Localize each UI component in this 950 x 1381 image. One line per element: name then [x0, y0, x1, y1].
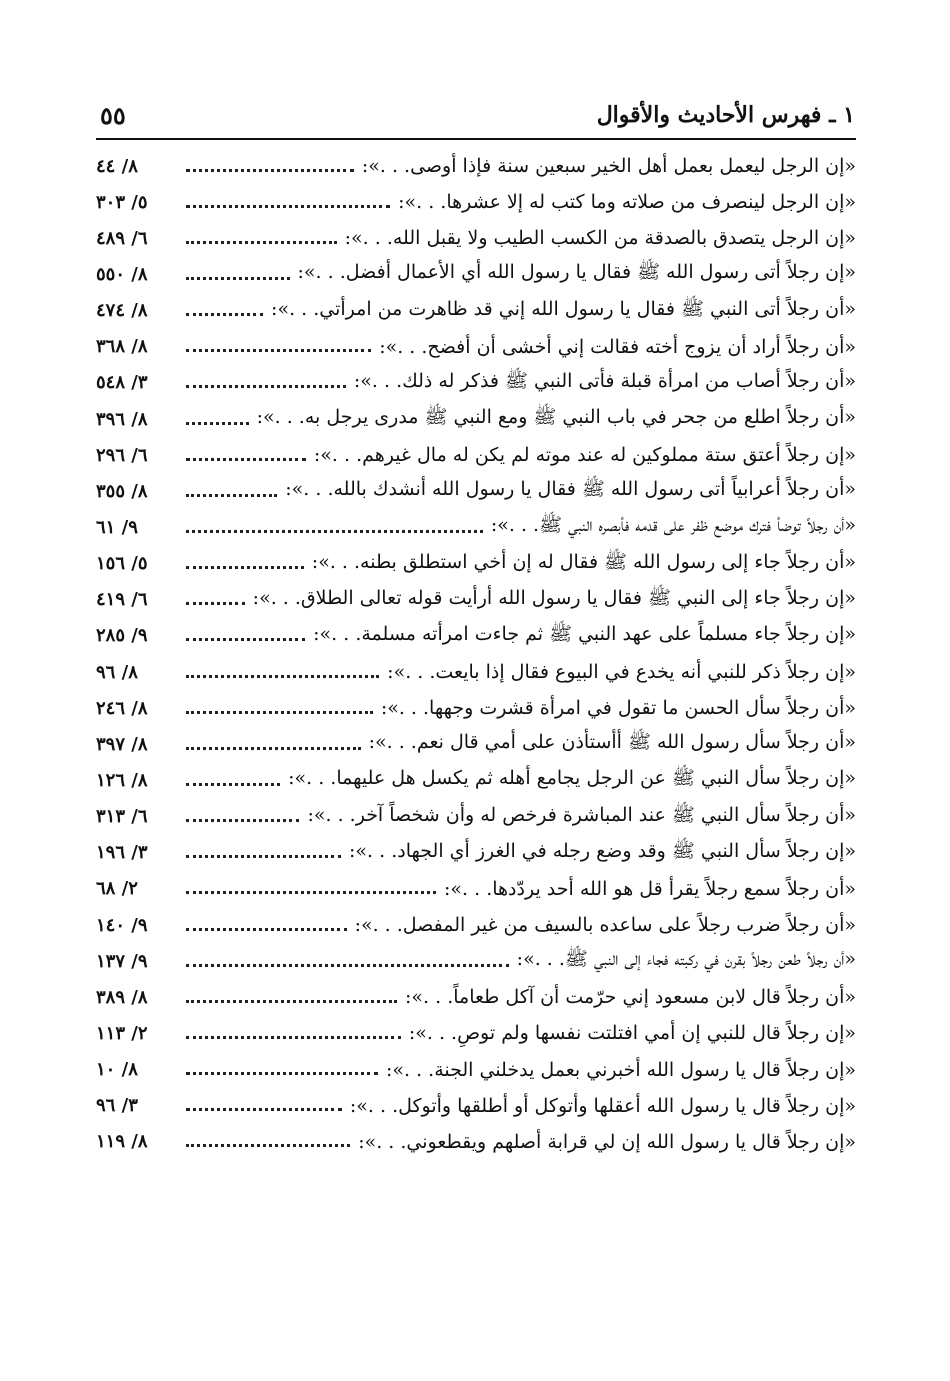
hadith-incipit: «إن رجلاً جاء إلى النبي ﷺ فقال يا رسول الله أرأيت قوله تعالى الطلاق. . .»:	[252, 586, 856, 609]
hadith-incipit: «إن الرجل ليعمل بعمل أهل الخير سبعين سنة فإذا أوصى. . .»:	[361, 155, 856, 178]
volume-page-reference: ٨/ ١١٩	[96, 1131, 148, 1153]
hadith-incipit: «إن رجلاً سأل النبي ﷺ عن الرجل يجامع أهله ثم يكسل هل عليهما. . .»:	[288, 767, 856, 790]
volume-page-reference: ٨/ ٣٩٦	[96, 408, 148, 430]
hadith-incipit: «إن رجلاً سأل النبي ﷺ وقد وضع رجله في الغرز أي الجهاد. . .»:	[349, 839, 856, 862]
hadith-incipit: «إن رجلاً ذكر للنبي أنه يخدع في البيوع فقال إذا بايعت. . .»:	[387, 661, 856, 684]
dot-leader	[186, 241, 337, 244]
dot-leader	[186, 711, 373, 714]
volume-page-reference: ٣/ ١٩٦	[96, 842, 148, 864]
dot-leader	[186, 494, 277, 497]
index-entry	[96, 871, 856, 907]
index-entry	[96, 365, 856, 401]
dot-leader	[186, 313, 263, 316]
index-entry	[96, 509, 856, 545]
index-entry	[96, 293, 856, 329]
index-entry	[96, 437, 856, 473]
dot-leader	[186, 819, 299, 822]
index-entry	[96, 654, 856, 690]
volume-page-reference: ٢/ ١١٣	[96, 1022, 148, 1044]
index-entry	[96, 799, 856, 835]
volume-page-reference: ٨/ ١٢٦	[96, 769, 148, 791]
hadith-incipit: «إن رجلاً أتى رسول الله ﷺ فقال يا رسول الله أي الأعمال أفضل. . .»:	[297, 261, 856, 284]
volume-page-reference: ٣/ ٥٤٨	[96, 372, 148, 394]
hadith-incipit: «أن رجلاً اطلع من جحر في باب النبي ﷺ ومع النبي ﷺ مدرى يرجل به. . .»:	[256, 406, 856, 429]
hadith-incipit: «أن رجلاً سمع رجلاً يقرأ قل هو الله أحد يردّدها. . .»:	[444, 877, 856, 900]
index-entry	[96, 582, 856, 618]
volume-page-reference: ٨/ ٤٧٤	[96, 300, 148, 322]
dot-leader	[186, 277, 290, 280]
hadith-incipit: «أن رجلاً قال لابن مسعود إني حرّمت أن آكل طعاماً. . .»:	[405, 986, 856, 1009]
hadith-incipit: «أن رجلاً جاء إلى رسول الله ﷺ فقال له إن أخي استطلق بطنه. . .»:	[311, 550, 856, 573]
hadith-incipit: «إن رجلاً أعتق ستة مملوكين له عند موته لم يكن له مال غيرهم. . .»:	[313, 444, 856, 467]
volume-page-reference: ٣/ ٩٦	[96, 1095, 138, 1117]
hadith-incipit: «أن رجلاً أتى النبي ﷺ فقال يا رسول الله إني قد ظاهرت من امرأتي. . .»:	[271, 297, 856, 320]
dot-leader	[186, 458, 306, 461]
index-entry	[96, 907, 856, 943]
index-entry	[96, 329, 856, 365]
volume-page-reference: ٨/ ٤٤	[96, 155, 138, 177]
dot-leader	[186, 783, 280, 786]
hadith-incipit: «أن رجلاً سأل الحسن ما تقول في امرأة قشرت وجهها. . .»:	[380, 697, 856, 720]
dot-leader	[186, 891, 436, 894]
index-entry	[96, 220, 856, 256]
volume-page-reference: ٥/ ٣٠٣	[96, 191, 148, 213]
volume-page-reference: ٦/ ٤٨٩	[96, 227, 148, 249]
dot-leader	[186, 385, 346, 388]
dot-leader	[186, 602, 245, 605]
index-entry	[96, 473, 856, 509]
volume-page-reference: ٨/ ٥٥٠	[96, 263, 148, 285]
index-entry	[96, 546, 856, 582]
index-entry	[96, 690, 856, 726]
index-entry	[96, 835, 856, 871]
volume-page-reference: ٨/ ٣٩٧	[96, 733, 148, 755]
dot-leader	[186, 530, 483, 533]
volume-page-reference: ٢/ ٦٨	[96, 878, 138, 900]
volume-page-reference: ٩/ ١٣٧	[96, 950, 148, 972]
index-entry	[96, 1124, 856, 1160]
hadith-incipit: «أن رجلاً سأل رسول الله ﷺ أأستأذن على أمي قال نعم. . .»:	[368, 731, 856, 754]
hadith-incipit: «إن رجلاً قال للنبي إن أمي افتلتت نفسها ولم توصِ. . .»:	[408, 1022, 856, 1045]
hadith-incipit: «أن رجلاً ضرب رجلاً على ساعده بالسيف من غير المفصل. . .»:	[354, 914, 856, 937]
hadith-incipit: «إن الرجل لينصرف من صلاته وما كتب له إلا عشرها. . .»:	[398, 191, 856, 214]
dot-leader	[186, 169, 354, 172]
hadith-incipit: «إن رجلاً قال يا رسول الله أخبرني بعمل يدخلني الجنة. . .»:	[385, 1058, 856, 1081]
volume-page-reference: ٦/ ٣١٣	[96, 806, 148, 828]
volume-page-reference: ٩/ ٦١	[96, 516, 138, 538]
volume-page-reference: ٨/ ٣٨٩	[96, 986, 148, 1008]
index-entry	[96, 1088, 856, 1124]
volume-page-reference: ٨/ ٣٥٥	[96, 480, 148, 502]
volume-page-reference: ٥/ ١٥٦	[96, 553, 148, 575]
dot-leader	[186, 1072, 378, 1075]
volume-page-reference: ٨/ ٩٦	[96, 661, 138, 683]
hadith-incipit: «أن رجلاً طعن رجلاً بقرن في ركبته فجاء إلى النبي ﷺ. . .»:	[516, 948, 856, 971]
hadith-incipit: «أن رجلاً سأل النبي ﷺ عند المباشرة فرخص له وأن شخصاً آخر. . .»:	[307, 803, 856, 826]
dot-leader	[186, 349, 371, 352]
page-number: ٥٥	[100, 100, 126, 130]
dot-leader	[186, 964, 509, 967]
dot-leader	[186, 675, 379, 678]
hadith-incipit: «إن رجلاً قال يا رسول الله أعقلها وأتوكل أو أطلقها وأتوكل. . .»:	[349, 1094, 856, 1117]
dot-leader	[186, 928, 347, 931]
index-entry	[96, 184, 856, 220]
dot-leader	[186, 747, 361, 750]
hadith-incipit: «أن رجلاً أعرابياً أتى رسول الله ﷺ فقال يا رسول الله أنشدك بالله. . .»:	[285, 478, 856, 501]
index-entry	[96, 618, 856, 654]
dot-leader	[186, 566, 304, 569]
index-entry	[96, 256, 856, 292]
dot-leader	[186, 638, 305, 641]
volume-page-reference: ٦/ ٤١٩	[96, 589, 148, 611]
volume-page-reference: ٨/ ١٠	[96, 1059, 138, 1081]
index-entry	[96, 1015, 856, 1051]
running-header	[100, 96, 855, 134]
hadith-incipit: «إن رجلاً جاء مسلماً على عهد النبي ﷺ ثم جاءت امرأته مسلمة. . .»:	[313, 622, 856, 645]
index-entry	[96, 726, 856, 762]
index-entry	[96, 943, 856, 979]
dot-leader	[186, 855, 341, 858]
volume-page-reference: ٦/ ٢٩٦	[96, 444, 148, 466]
header-rule	[96, 138, 856, 140]
index-entry	[96, 1052, 856, 1088]
index-entry	[96, 148, 856, 184]
index-entry	[96, 762, 856, 798]
volume-page-reference: ٨/ ٣٦٨	[96, 336, 148, 358]
dot-leader	[186, 1108, 342, 1111]
dot-leader	[186, 1144, 350, 1147]
hadith-index-list	[96, 148, 856, 1160]
hadith-incipit: «أن رجلاً توضأ فترك موضع ظفر على قدمه فأبصره النبي ﷺ. . .»:	[490, 514, 856, 537]
volume-page-reference: ٨/ ٢٤٦	[96, 697, 148, 719]
hadith-incipit: «أن رجلاً أصاب من امرأة قبلة فأتى النبي ﷺ فذكر له ذلك. . .»:	[353, 369, 856, 392]
dot-leader	[186, 1000, 397, 1003]
section-title: ١ ـ فهرس الأحاديث والأقوال	[596, 102, 855, 128]
volume-page-reference: ٩/ ١٤٠	[96, 914, 148, 936]
dot-leader	[186, 1036, 401, 1039]
hadith-incipit: «إن رجلاً قال يا رسول الله إن لي قرابة أصلهم ويقطعوني. . .»:	[358, 1130, 856, 1153]
hadith-incipit: «إن الرجل يتصدق بالصدقة من الكسب الطيب ولا يقبل الله. . .»:	[344, 227, 856, 250]
index-entry	[96, 979, 856, 1015]
index-entry	[96, 401, 856, 437]
dot-leader	[186, 422, 249, 425]
hadith-incipit: «أن رجلاً أراد أن يزوج أخته فقالت إني أخشى أن أفضح. . .»:	[379, 335, 856, 358]
volume-page-reference: ٩/ ٢٨٥	[96, 625, 148, 647]
dot-leader	[186, 205, 390, 208]
